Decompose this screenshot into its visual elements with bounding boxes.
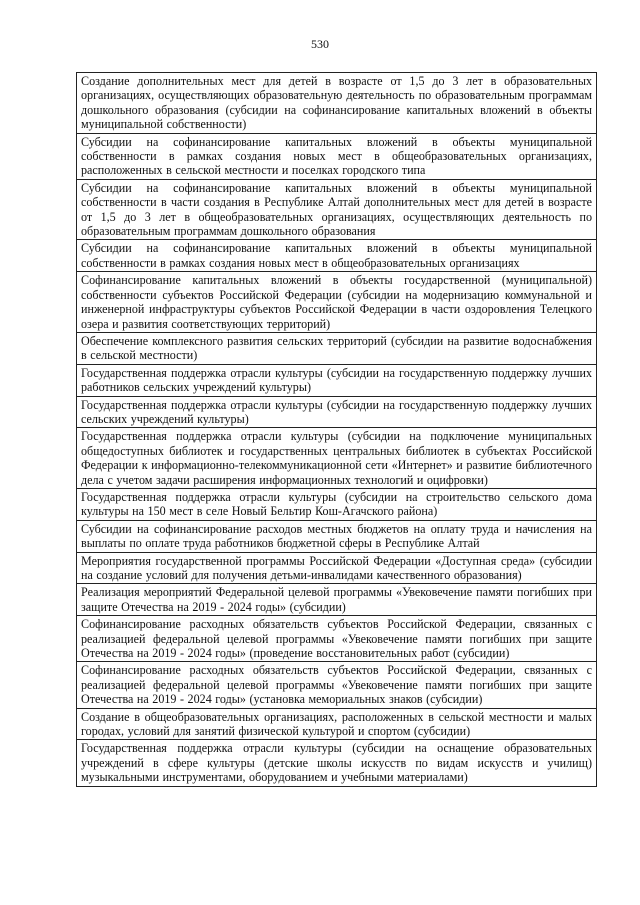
table-cell: Мероприятия государственной программы Российской Федерации «Доступная среда» (субсидии на создание условий для получения детьми-инвалидами качественного образования): [77, 552, 597, 584]
table-cell: Обеспечение комплексного развития сельских территорий (субсидии на развитие водоснабжения в сельской местности): [77, 332, 597, 364]
subsidy-table: [76, 72, 597, 787]
table-row: [77, 520, 597, 552]
table-row: [77, 662, 597, 708]
table-row: [77, 428, 597, 489]
table-row: [77, 364, 597, 396]
page-number: 530: [311, 37, 329, 51]
table-cell: Софинансирование капитальных вложений в объекты государственной (муниципальной) собственности субъектов Российской Федерации (субсидии на модернизацию коммунальной и инженерной инфраструктуры субъектов Российской Федерации в части оздоровления Телецкого озера и развития соответствующих территорий): [77, 272, 597, 333]
table-row: [77, 332, 597, 364]
table-row: [77, 73, 597, 134]
table-row: [77, 240, 597, 272]
table-row: [77, 133, 597, 179]
table-row: [77, 584, 597, 616]
table-cell: Субсидии на софинансирование капитальных вложений в объекты муниципальной собственности в рамках создания новых мест в общеобразовательных организациях: [77, 240, 597, 272]
table-row: [77, 272, 597, 333]
table-row: [77, 396, 597, 428]
table-cell: Субсидии на софинансирование капитальных вложений в объекты муниципальной собственности в части создания в Республике Алтай дополнительных мест для детей в возрасте от 1,5 до 3 лет в общеобразовательных организациях, осуществляющих деятельность по образовательным программам дошкольного образования: [77, 179, 597, 240]
table-row: [77, 179, 597, 240]
table-cell: Реализация мероприятий Федеральной целевой программы «Увековечение памяти погибших при защите Отечества на 2019 - 2024 годы» (субсидии): [77, 584, 597, 616]
table-cell: Государственная поддержка отрасли культуры (субсидии на государственную поддержку лучших работников сельских учреждений культуры): [77, 364, 597, 396]
table-cell: Субсидии на софинансирование капитальных вложений в объекты муниципальной собственности в рамках создания новых мест в общеобразовательных организациях, расположенных в сельской местности и поселках городского типа: [77, 133, 597, 179]
table-cell: Создание дополнительных мест для детей в возрасте от 1,5 до 3 лет в образовательных организациях, осуществляющих образовательную деятельность по образовательным программам дошкольного образования (субсидии на софинансирование капитальных вложений в объекты муниципальной собственности): [77, 73, 597, 134]
table-cell: Государственная поддержка отрасли культуры (субсидии на государственную поддержку лучших сельских учреждений культуры): [77, 396, 597, 428]
table-cell: Субсидии на софинансирование расходов местных бюджетов на оплату труда и начисления на выплаты по оплате труда работников бюджетной сферы в Республике Алтай: [77, 520, 597, 552]
table-row: [77, 488, 597, 520]
table-cell: Софинансирование расходных обязательств субъектов Российской Федерации, связанных с реализацией федеральной целевой программы «Увековечение памяти погибших при защите Отечества на 2019 - 2024 годы» (проведение восстановительных работ (субсидии): [77, 616, 597, 662]
table-row: [77, 708, 597, 740]
table-cell: Государственная поддержка отрасли культуры (субсидии на строительство сельского дома культуры на 150 мест в селе Новый Бельтир Кош-Агачского района): [77, 488, 597, 520]
table-cell: Государственная поддержка отрасли культуры (субсидии на подключение муниципальных общедоступных библиотек и государственных центральных библиотек в субъектах Российской Федерации к информационно-телекоммуникационной сети «Интернет» и развитие библиотечного дела с учетом задачи расширения информационных технологий и оцифровки): [77, 428, 597, 489]
table-cell: Государственная поддержка отрасли культуры (субсидии на оснащение образовательных учреждений в сфере культуры (детские школы искусств по видам искусств и училищ) музыкальными инструментами, оборудованием и учебными материалами): [77, 740, 597, 786]
table-cell: Создание в общеобразовательных организациях, расположенных в сельской местности и малых городах, условий для занятий физической культурой и спортом (субсидии): [77, 708, 597, 740]
table-row: [77, 740, 597, 786]
table-cell: Софинансирование расходных обязательств субъектов Российской Федерации, связанных с реализацией федеральной целевой программы «Увековечение памяти погибших при защите Отечества на 2019 - 2024 годы» (установка мемориальных знаков (субсидии): [77, 662, 597, 708]
table-row: [77, 552, 597, 584]
table-row: [77, 616, 597, 662]
